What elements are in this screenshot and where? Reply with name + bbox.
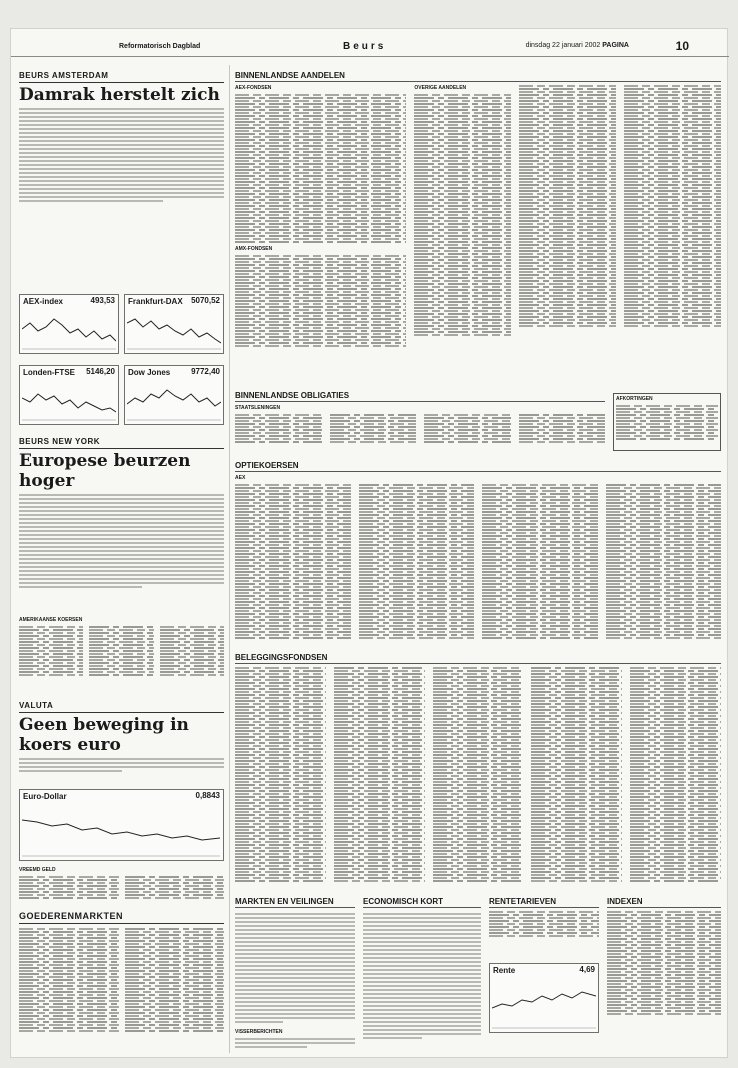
vreemd-geld-table: VREEMD GELD <box>19 867 224 907</box>
article-body-newyork <box>19 494 224 588</box>
optiekoersen-heading: OPTIEKOERSEN <box>235 461 721 472</box>
newyork-article <box>19 437 224 590</box>
eurodollar-line <box>22 804 220 858</box>
binnenlandse-obligaties-heading: BINNENLANDSE OBLIGATIES <box>235 391 605 402</box>
valuta-article <box>19 701 224 774</box>
section-title: Beurs <box>343 41 387 52</box>
newspaper-page <box>10 28 728 1058</box>
headline-amsterdam: Damrak herstelt zich <box>19 85 220 105</box>
headline-valuta: Geen beweging in koers euro <box>19 715 189 755</box>
markten-body: VISSERBERICHTEN <box>235 911 355 1050</box>
rentetarieven-heading: RENTETARIEVEN <box>489 897 599 908</box>
page-number: 10 <box>675 39 689 53</box>
masthead <box>11 39 729 57</box>
markten-heading: MARKTEN EN VEILINGEN <box>235 897 355 908</box>
afkortingen-box: AFKORTINGEN <box>613 393 721 451</box>
ftse-chart: Londen-FTSE 5146,20 <box>19 365 119 425</box>
indexen-table <box>607 911 721 1051</box>
economisch-body <box>363 911 481 1041</box>
kicker-newyork: BEURS NEW YORK <box>19 437 224 449</box>
publication-name: Reformatorisch Dagblad <box>119 43 201 50</box>
ftse-line <box>22 380 116 422</box>
economisch-heading: ECONOMISCH KORT <box>363 897 481 908</box>
beleggingsfondsen-table <box>235 667 721 889</box>
column-divider <box>229 65 230 1053</box>
obligaties-table: STAATSLENINGEN <box>235 405 605 451</box>
optiekoersen-table: AEX <box>235 475 721 643</box>
rente-line <box>492 978 596 1030</box>
dowjones-chart: Dow Jones 9772,40 <box>124 365 224 425</box>
eurodollar-chart: Euro-Dollar 0,8843 <box>19 789 224 861</box>
aex-chart: AEX-index 493,53 <box>19 294 119 354</box>
amerikaanse-koersen-table: AMERIKAANSE KOERSEN <box>19 617 224 689</box>
kicker-amsterdam: BEURS AMSTERDAM <box>19 71 224 83</box>
dax-chart: Frankfurt-DAX 5070,52 <box>124 294 224 354</box>
aex-line <box>22 309 116 351</box>
amsterdam-article <box>19 71 224 204</box>
dowjones-line <box>127 380 221 422</box>
article-body-valuta <box>19 758 224 772</box>
article-body-amsterdam <box>19 108 224 202</box>
headline-newyork: Europese beurzen hoger <box>19 451 191 491</box>
kicker-valuta: VALUTA <box>19 701 224 713</box>
beleggingsfondsen-heading: BELEGGINGSFONDSEN <box>235 653 721 664</box>
rente-chart: Rente 4,69 <box>489 963 599 1033</box>
goederenmarkten-section: GOEDERENMARKTEN <box>19 911 224 1033</box>
indexen-heading: INDEXEN <box>607 897 721 908</box>
dax-line <box>127 309 221 351</box>
issue-date: dinsdag 22 januari 2002 PAGINA <box>525 42 629 49</box>
binnenlandse-aandelen-table: AEX-FONDSEN AMX-FONDSEN OVERIGE AANDELEN <box>235 85 721 383</box>
binnenlandse-aandelen-heading: BINNENLANDSE AANDELEN <box>235 71 721 82</box>
rentetarieven-table <box>489 911 599 961</box>
